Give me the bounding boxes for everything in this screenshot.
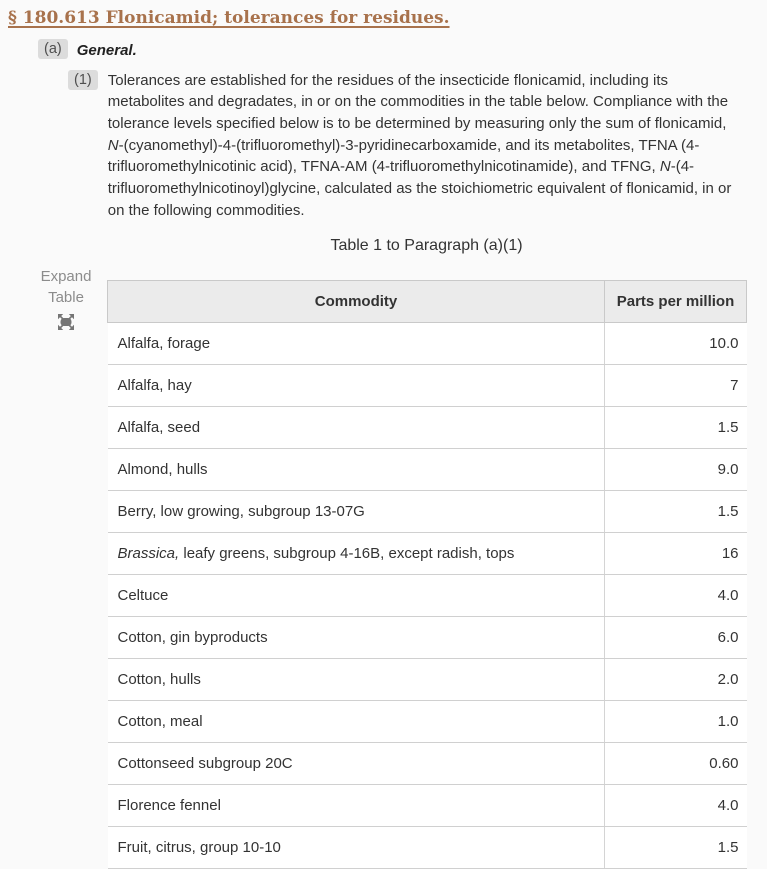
table-row (108, 785, 747, 827)
commodity-cell: Fruit, citrus, group 10-10 (108, 827, 605, 869)
ppm-cell: 4.0 (605, 575, 747, 617)
commodity-cell: Alfalfa, seed (108, 407, 605, 449)
ppm-cell: 7 (605, 365, 747, 407)
commodity-cell: Celtuce (108, 575, 605, 617)
table-row (108, 323, 747, 365)
ppm-cell: 6.0 (605, 617, 747, 659)
table-row (108, 365, 747, 407)
paragraph-a (38, 39, 767, 61)
ppm-cell: 9.0 (605, 449, 747, 491)
expand-table-button[interactable] (34, 266, 98, 340)
paragraph-a1-text: Tolerances are established for the residues of the insecticide flonicamid, including its metabolites and degradates, in or on the commodities in the table below. Compliance with the tolerance levels specified below is to be determined by measuring only the sum of flonicamid, N-(cyanomethyl)-4-(trifluoromethyl)-3-pyridinecarboxamide, and its metabolites, TFNA (4-trifluoromethylnicotinic acid), TFNA-AM (4-trifluoromethylnicotinamide), and TFNG, N-(4-trifluoromethylnicotinoyl)glycine, calculated as the stoichiometric equivalent of flonicamid, in or on the following commodities. (107, 71, 732, 219)
table-row (108, 407, 747, 449)
table-row (108, 575, 747, 617)
commodity-cell: Florence fennel (108, 785, 605, 827)
paragraph-a1-marker[interactable]: (1) (68, 70, 98, 90)
commodity-cell: Cotton, hulls (108, 659, 605, 701)
ppm-cell: 1.0 (605, 701, 747, 743)
table-section (0, 237, 767, 869)
paragraph-a-label: General. (76, 41, 137, 59)
ppm-cell: 4.0 (605, 785, 747, 827)
ppm-cell: 1.5 (605, 407, 747, 449)
commodity-cell: Almond, hulls (108, 449, 605, 491)
commodity-cell: Berry, low growing, subgroup 13-07G (108, 491, 605, 533)
table-row (108, 533, 747, 575)
table-row (108, 449, 747, 491)
ppm-cell: 10.0 (605, 323, 747, 365)
expand-icon (54, 310, 78, 340)
commodity-cell: Alfalfa, forage (108, 323, 605, 365)
ppm-cell: 2.0 (605, 659, 747, 701)
table-header-row (108, 281, 747, 323)
paragraph-a-marker[interactable]: (a) (38, 39, 68, 59)
section-heading-link[interactable]: § 180.613 Flonicamid; tolerances for residues. (8, 8, 450, 28)
table-row (108, 701, 747, 743)
expand-table-label-line1: Expand (40, 268, 92, 286)
ppm-cell: 1.5 (605, 491, 747, 533)
commodity-cell: Alfalfa, hay (108, 365, 605, 407)
commodity-cell: Cotton, meal (108, 701, 605, 743)
table-body (108, 323, 747, 869)
expand-table-label-line2: Table (48, 289, 84, 307)
ppm-cell: 16 (605, 533, 747, 575)
ppm-column-header: Parts per million (605, 281, 747, 323)
commodity-column-header: Commodity (108, 281, 605, 323)
commodity-cell: Cotton, gin byproducts (108, 617, 605, 659)
tolerances-table (107, 280, 747, 869)
ppm-cell: 0.60 (605, 743, 747, 785)
table-caption: Table 1 to Paragraph (a)(1) (330, 237, 523, 255)
table-row (108, 743, 747, 785)
commodity-cell: Cottonseed subgroup 20C (108, 743, 605, 785)
table-row (108, 827, 747, 869)
ppm-cell: 1.5 (605, 827, 747, 869)
paragraph-a1 (68, 70, 767, 222)
table-row (108, 491, 747, 533)
commodity-cell: Brassica, leafy greens, subgroup 4-16B, except radish, tops (108, 533, 605, 575)
table-row (108, 617, 747, 659)
table-row (108, 659, 747, 701)
